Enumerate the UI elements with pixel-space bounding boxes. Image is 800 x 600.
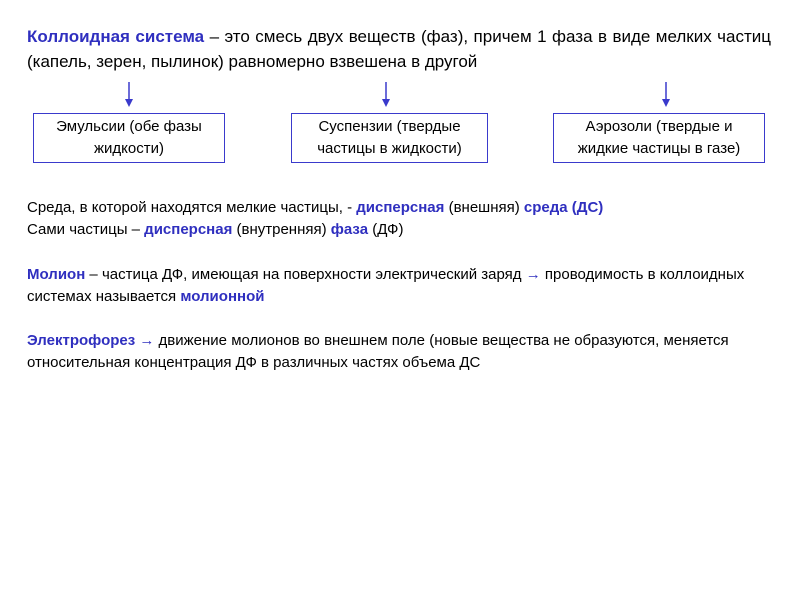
electrophoresis-paragraph: Электрофорез → движение молионов во внешнем поле (новые вещества не образуются, меняется относительная концентрация ДФ в различных частях объема ДС — [27, 332, 729, 371]
colloid-term: Коллоидная система — [27, 27, 205, 46]
molion-adjective-term: молионной — [180, 288, 265, 305]
molion-term: Молион — [27, 266, 86, 283]
right-arrow-icon: → — [525, 266, 541, 283]
emulsion-box: Эмульсии (обе фазы жидкости) — [33, 113, 225, 163]
down-arrow-icon — [381, 82, 391, 108]
down-arrow-icon — [661, 82, 671, 108]
down-arrow-icon — [124, 82, 134, 108]
definition-paragraph — [27, 24, 771, 74]
right-arrow-icon: → — [139, 332, 155, 349]
electrophoresis-term: Электрофорез — [27, 332, 136, 349]
dispersion-medium-line: Среда, в которой находятся мелкие частицы, - дисперсная (внешняя) среда (ДС) — [27, 199, 604, 216]
dispersion-paragraph — [27, 197, 777, 241]
dispersion-phase-line: Сами частицы – дисперсная (внутренняя) фаза (ДФ) — [27, 221, 404, 238]
definition-text: – это смесь двух веществ (фаз), причем 1 фаза в виде мелких частиц (капель, зерен, пылинок) равномерно взвешена в другой — [27, 27, 771, 71]
aerosol-box: Аэрозоли (твердые и жидкие частицы в газе) — [553, 113, 765, 163]
molion-paragraph: Молион – частица ДФ, имеющая на поверхности электрический заряд → проводимость в коллоидных системах называется молионной — [27, 266, 745, 305]
suspension-box: Суспензии (твердые частицы в жидкости) — [291, 113, 488, 163]
